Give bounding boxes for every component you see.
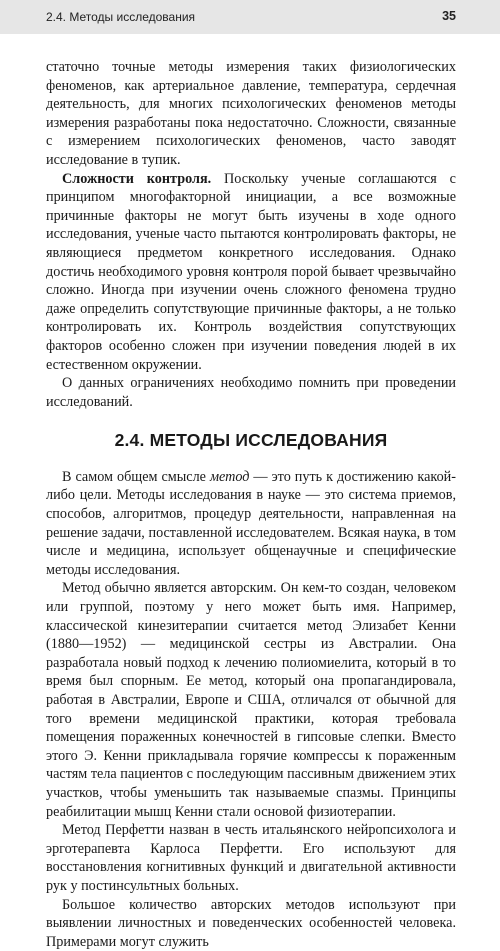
paragraph-continued: статочно точные методы измерения таких физиологических феноменов, как артериальное давление, температура, сердечная деятельность, для многих психологических феноменов методы измерения разработаны пока недостаточно. Сложности, связанные с измерением психологических феноменов, часто заводят исследование в тупик. bbox=[46, 59, 456, 168]
paragraph-method-definition bbox=[46, 468, 456, 580]
paragraph-perfetti-method: Метод Перфетти назван в честь итальянского нейропсихолога и эрготерапевта Карлоса Перфетти. Его используют для восстановления когнитивных функций и двигательной активности рук у постинсультных больных. bbox=[46, 822, 456, 894]
paragraph-control-difficulties bbox=[46, 170, 456, 375]
paragraph-author-methods: Большое количество авторских методов используют при выявлении личностных и поведенческих особенностей человека. Примерами могут служить bbox=[46, 896, 456, 950]
paragraph-limitations: О данных ограничениях необходимо помнить при проведении исследований. bbox=[46, 375, 456, 410]
page-body bbox=[46, 58, 456, 951]
paragraph-text: — это путь к достижению какой-либо цели. Методы исследования в науке — это система приемов, способов, алгоритмов, процедур деятельности, направленная на решение задачи, поставленной исследователем. Всякая наука, в том числе и медицина, использует общенаучные и специфические методы исследования. bbox=[46, 468, 456, 578]
page-number: 35 bbox=[442, 9, 456, 23]
paragraph-text: Поскольку ученые соглашаются с принципом многофакторной инициации, а все возможные причинные факторы не могут быть изучены в ходе одного исследования, ученые часто пытаются контролировать факторы, не являющиеся предметом конкретного исследования. Однако достичь необходимого уровня контроля порой бывает чрезвычайно сложно. Иногда при изучении очень сложного феномена трудно даже определить сопутствующие причинные факторы, а не только контролировать их. Контроль воздействия сопутствующих факторов особенно сложен при изучении поведения людей в их естественном окружении. bbox=[46, 170, 456, 373]
section-heading: 2.4. МЕТОДЫ ИССЛЕДОВАНИЯ bbox=[114, 430, 388, 451]
running-head-section: 2.4. Методы исследования bbox=[46, 10, 196, 24]
italic-term: метод bbox=[209, 468, 250, 485]
paragraph-text: В самом общем смысле bbox=[62, 468, 210, 485]
running-head bbox=[0, 0, 500, 34]
run-in-heading: Сложности контроля. bbox=[62, 170, 212, 187]
paragraph-kenny-method: Метод обычно является авторским. Он кем-то создан, человеком или группой, поэтому у него может быть имя. Например, классической кинезитерапии считается метод Элизабет Кенни (1880—1952) — медицинской сестры из Австралии. Она разработала новый подход к лечению полиомиелита, который в то время был спорным. Ее метод, который она пропагандировала, работая в Австралии, Европе и США, отличался от обычной для того времени медицинской практики, которая требовала помещения пораженных конечностей в гипсовые слепки. Вместо этого Э. Кенни прикладывала горячие компрессы к пораженным частям тела пациентов с последующим пассивным движением этих участков, чтобы уменьшить так называемые спазмы. Принципы реабилитации мышц Кенни стали основой физиотерапии. bbox=[46, 580, 456, 820]
